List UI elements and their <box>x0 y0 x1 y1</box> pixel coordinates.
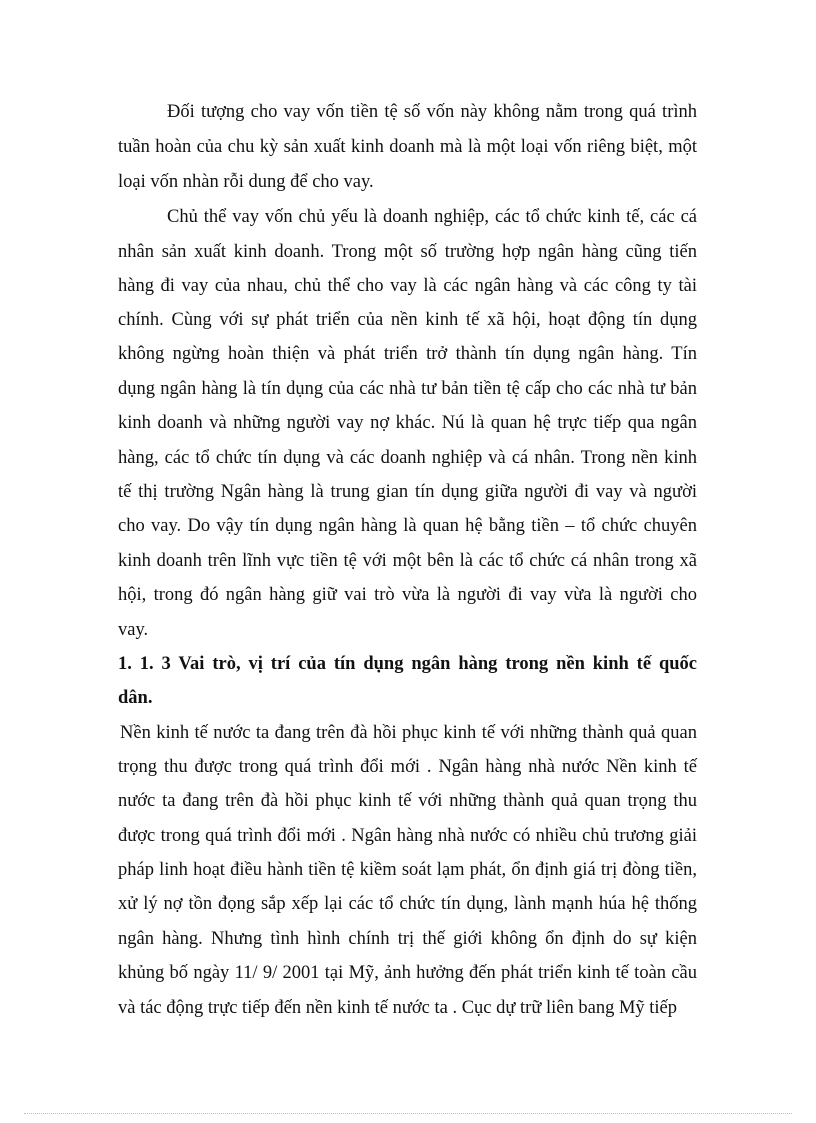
paragraph-line: hội, trong đó ngân hàng giữ vai trò vừa là người đi vay vừa là người cho <box>118 585 697 605</box>
paragraph-line: hàng đi vay của nhau, chủ thể cho vay là các ngân hàng và các công ty tài <box>118 276 697 296</box>
paragraph-line: loại vốn nhàn rỗi dung để cho vay. <box>118 172 374 192</box>
paragraph-line: hàng, các tổ chức tín dụng và các doanh nghiệp và cá nhân. Trong nền kinh <box>118 448 697 468</box>
paragraph-line: và tác động trực tiếp đến nền kinh tế nước ta . Cục dự trữ liên bang Mỹ tiếp <box>118 998 678 1018</box>
paragraph-line: cho vay. Do vậy tín dụng ngân hàng là quan hệ bằng tiền – tổ chức chuyên <box>118 516 697 536</box>
paragraph-line: chính. Cùng với sự phát triển của nền kinh tế xã hội, hoạt động tín dụng <box>118 310 697 330</box>
paragraph-line: kinh doanh trên lĩnh vực tiền tệ với một bên là các tổ chức cá nhân trong xã <box>118 551 697 571</box>
paragraph-line: tế thị trường Ngân hàng là trung gian tín dụng giữa người đi vay và người <box>118 482 697 502</box>
paragraph-line: trọng thu được trong quá trình đổi mới . Ngân hàng nhà nước Nền kinh tế <box>118 757 697 777</box>
paragraph-line: nhân sản xuất kinh doanh. Trong một số trường hợp ngân hàng cũng tiến <box>118 242 697 262</box>
paragraph-line: dụng ngân hàng là tín dụng của các nhà tư bản tiền tệ cấp cho các nhà tư bản <box>118 379 697 399</box>
paragraph-line: Đối tượng cho vay vốn tiền tệ số vốn này không nằm trong quá trình <box>167 102 697 122</box>
paragraph-line: được trong quá trình đổi mới . Ngân hàng nhà nước có nhiều chủ trương giải <box>118 826 697 846</box>
paragraph-line: Chủ thể vay vốn chủ yếu là doanh nghiệp, các tổ chức kinh tế, các cá <box>167 207 697 227</box>
section-heading: dân. <box>118 688 153 708</box>
page-bottom-border <box>24 1113 792 1114</box>
paragraph-line: xử lý nợ tồn đọng sắp xếp lại các tổ chức tín dụng, lành mạnh húa hệ thống <box>118 894 697 914</box>
paragraph-line: vay. <box>118 620 149 640</box>
paragraph-line: ngân hàng. Nhưng tình hình chính trị thế giới không ổn định do sự kiện <box>118 929 697 949</box>
paragraph-line: Nền kinh tế nước ta đang trên đà hồi phục kinh tế với những thành quả quan <box>120 723 697 743</box>
paragraph-line: không ngừng hoàn thiện và phát triển trở thành tín dụng ngân hàng. Tín <box>118 344 697 364</box>
paragraph-line: tuần hoàn của chu kỳ sản xuất kinh doanh mà là một loại vốn riêng biệt, một <box>118 137 697 157</box>
paragraph-line: pháp linh hoạt điều hành tiền tệ kiềm soát lạm phát, ổn định giá trị đòng tiền, <box>118 860 697 880</box>
section-heading: 1. 1. 3 Vai trò, vị trí của tín dụng ngân hàng trong nền kinh tế quốc <box>118 654 697 674</box>
paragraph-line: nước ta đang trên đà hồi phục kinh tế với những thành quả quan trọng thu <box>118 791 697 811</box>
paragraph-line: kinh doanh và những người vay nợ khác. Nú là quan hệ trực tiếp qua ngân <box>118 413 697 433</box>
paragraph-line: khủng bố ngày 11/ 9/ 2001 tại Mỹ, ảnh hưởng đến phát triển kinh tế toàn cầu <box>118 963 697 983</box>
